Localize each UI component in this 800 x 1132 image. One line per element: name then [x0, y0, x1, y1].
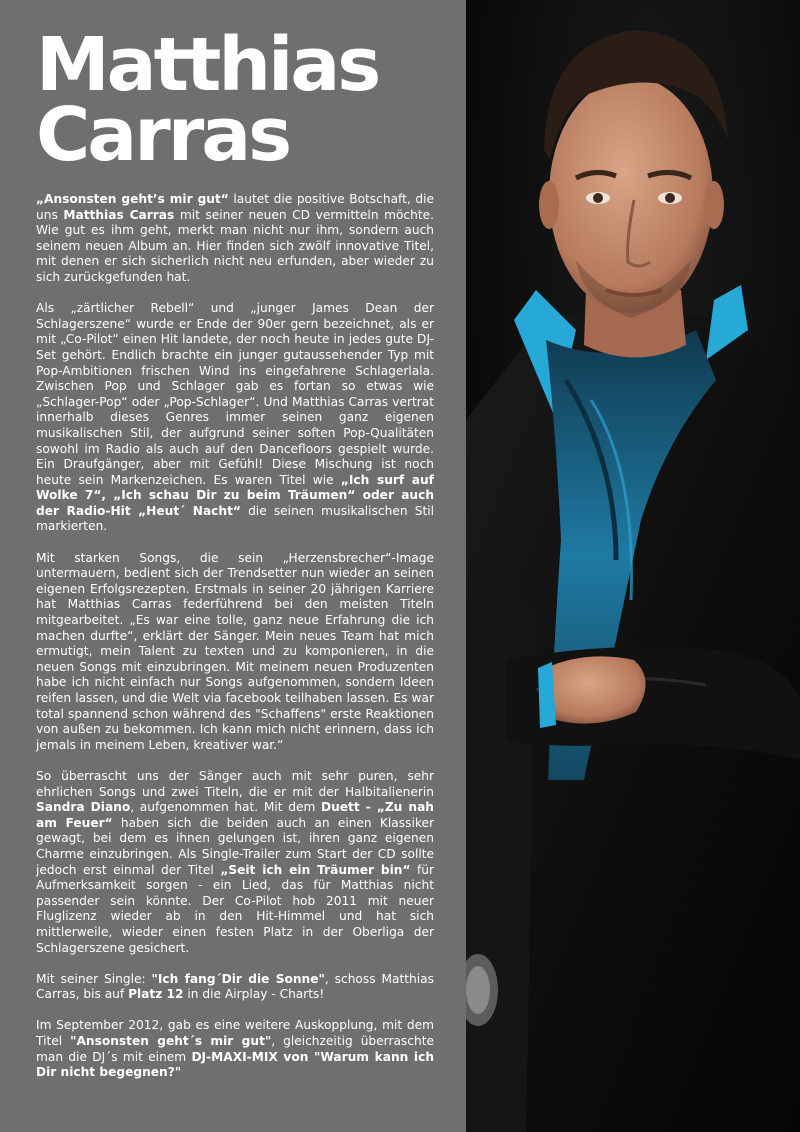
article-body	[36, 192, 434, 1096]
emphasis-text: „Ich surf auf Wolke 7“, „Ich schau Dir zu beim Träumen“ oder auch der Radio-Hit „Heut´ Nacht“	[36, 472, 434, 518]
portrait-illustration	[466, 0, 800, 1132]
emphasis-text: „Ansonsten geht’s mir gut“	[36, 192, 229, 206]
emphasis-text: Matthias Carras	[63, 207, 175, 222]
paragraph	[36, 972, 434, 1003]
body-text: mit seiner neuen CD vermitteln möchte. Wie gut es ihm geht, merkt man nicht nur ihm, sondern auch seinem neuen Album an. Hier finden sich zwölf innovative Titel, mit denen er sich sicherlich nicht neu erfunden, aber wieder zu sich zurückgefunden hat.	[36, 207, 434, 284]
emphasis-text: "Ich fang´Dir die Sonne"	[151, 971, 325, 986]
body-text: die seinen musikalischen Stil markierten.	[36, 503, 434, 534]
body-text: Im September 2012, gab es eine weitere Auskopplung, mit dem Titel	[36, 1018, 434, 1049]
paragraph	[36, 551, 434, 754]
paragraph	[36, 192, 434, 286]
body-text: haben sich die beiden auch an einen Klassiker gewagt, bei dem es ihnen gelungen ist, ihren ganz eigenen Charme einzubringen. Als Single-Trailer zum Start der CD sollte jedoch erst einmal der Titel	[36, 815, 434, 877]
body-text: in die Airplay - Charts!	[183, 987, 325, 1002]
paragraph	[36, 769, 434, 956]
body-text: So überrascht uns der Sänger auch mit sehr puren, sehr ehrlichen Songs und zwei Titeln, die er mit der Halbitalienerin	[36, 768, 434, 799]
body-text: , aufgenommen hat. Mit dem	[130, 800, 321, 815]
body-text: , schoss Matthias Carras, bis auf	[36, 971, 434, 1002]
emphasis-text: Platz 12	[128, 987, 184, 1002]
portrait-photo	[466, 0, 800, 1132]
emphasis-text: "Ansonsten geht´s mir gut"	[70, 1034, 272, 1049]
title-line-2: Carras	[36, 92, 290, 178]
paragraph	[36, 301, 434, 535]
emphasis-text: DJ-MAXI-MIX von "Warum kann ich Dir nicht begegnen?"	[36, 1049, 434, 1080]
body-text: lautet die positive Botschaft, die uns	[36, 192, 434, 222]
emphasis-text: Sandra Diano	[36, 800, 131, 815]
emphasis-text: „Seit ich ein Träumer bin“	[220, 862, 411, 877]
body-text: für Aufmerksamkeit sorgen - ein Lied, das für Matthias nicht passender sein könnte. Der Co-Pilot hob 2011 mit neuer Fluglizenz wieder ab in den Hit-Himmel und hat sich mittlerweile, wieder einen festen Platz in der Oberliga der Schlagerszene gesichert.	[36, 862, 434, 955]
body-text: Als „zärtlicher Rebell“ und „junger James Dean der Schlagerszene“ wurde er Ende der 90er gern bezeichnet, als er mit „Co-Pilot“ einen Hit landete, der noch heute in jedes gute DJ-Set gehört. Endlich brachte ein junger gutaussehender Typ mit Pop-Ambitionen frischen Wind ins eingefahrene Schlagerlala. Zwischen Pop und Schlager gab es fortan so etwas wie „Schlager-Pop“ oder „Pop-Schlager“. Und Matthias Carras vertrat innerhalb dieses Genres immer seinen ganz eigenen musikalischen Stil, der aufgrund seiner soften Pop-Qualitäten sowohl im Radio als auch auf den Dancefloors gespielt wurde. Ein Draufgänger, aber mit Gefühl! Diese Mischung ist noch heute sein Markenzeichen. Es waren Titel wie	[36, 301, 434, 487]
body-text: , gleichzeitig überraschte man die DJ´s mit einem	[36, 1034, 434, 1064]
body-text: Mit starken Songs, die sein „Herzensbrecher“-Image untermauern, bedient sich der Trendsetter nun wieder an seinen eigenen Erfolgsrezepten. Erstmals in seiner 20 jährigen Karriere hat Matthias Carras federführend bei den meisten Titeln mitgearbeitet. „Es war eine tolle, ganz neue Erfahrung die ich machen durfte“, erklärt der Sänger. Mein neues Team hat mich ermutigt, mein Talent zu texten und zu komponieren, in die neuen Songs mit einzubringen. Mit meinem neuen Produzenten habe ich nicht einfach nur Songs aufgenommen, sondern Ideen reifen lassen, und die Welt via facebook teilhaben lassen. Es war total spannend schon während des "Schaffens" erste Reaktionen von außen zu bekommen. Ich kann mich nicht erinnern, dass ich jemals in meinem Leben, kreativer war.“	[36, 550, 434, 752]
title-line-1: Matthias	[36, 22, 379, 108]
page-title	[36, 22, 456, 178]
body-text: Mit seiner Single:	[36, 971, 152, 986]
emphasis-text: Duett - „Zu nah am Feuer“	[36, 800, 434, 830]
paragraph	[36, 1018, 434, 1080]
